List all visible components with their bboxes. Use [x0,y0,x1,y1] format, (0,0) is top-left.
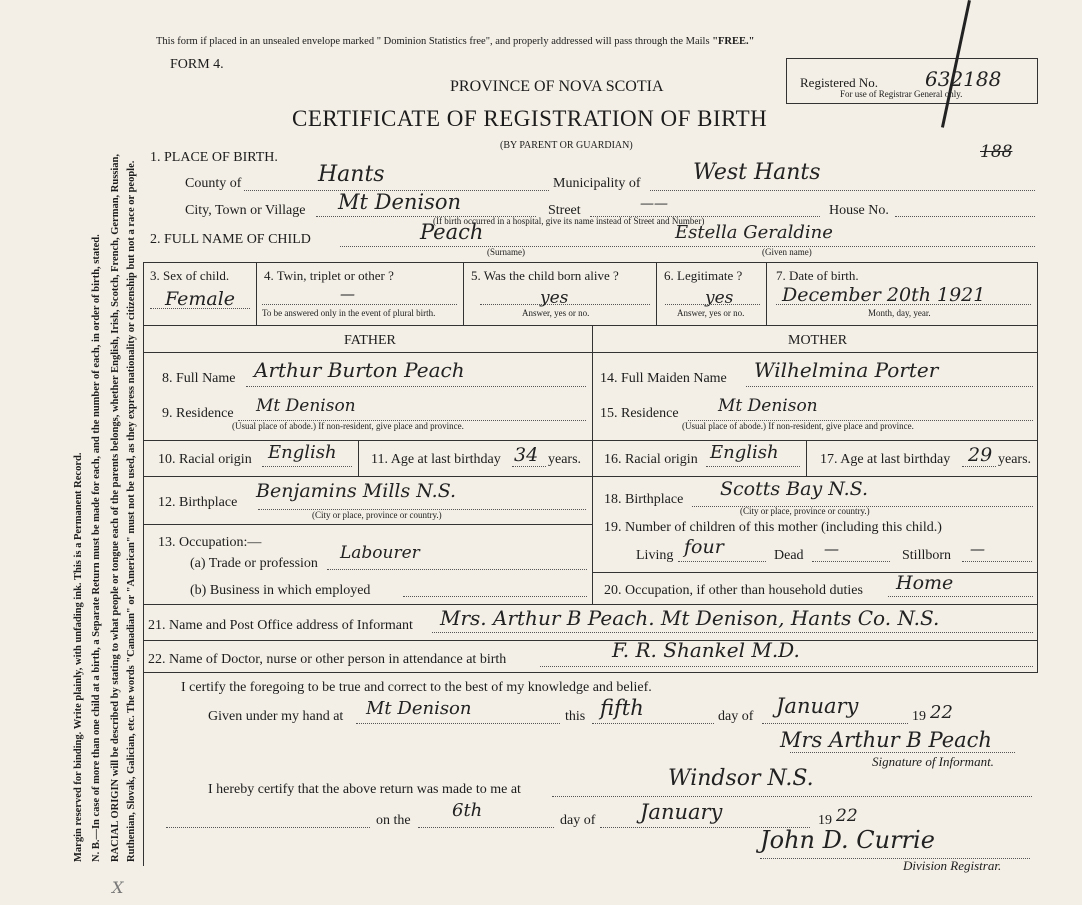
registrar-month-value: January [640,800,723,824]
mother-residence-note: (Usual place of abode.) If non-resident, give place and province. [682,421,914,431]
registered-label: Registered No. [800,75,878,90]
child-name-line [340,246,1035,247]
registrar-note: For use of Registrar General only. [840,89,963,99]
legit-line [665,304,760,305]
mother-age-label: 17. Age at last birthday [820,452,951,467]
house-line [895,216,1035,217]
mother-birthplace-note: (City or place, province or country.) [740,506,870,516]
mother-race-label: 16. Racial origin [604,452,698,467]
row3-div-4 [766,262,767,325]
twin-label: 4. Twin, triplet or other ? [264,268,394,283]
mother-years: years. [998,452,1032,467]
registrar-caption: Division Registrar. [903,858,1002,873]
mother-occ-rule [592,572,1038,573]
margin-note-2: N. B.—In case of more than one child at a birth, a Separate Return must be made for each, and the number of each, in order of birth, stated. [91,234,102,862]
occupation-rule [143,524,592,525]
signature-line [790,752,1015,753]
registrar-place-line [552,796,1032,797]
sex-label: 3. Sex of child. [150,268,230,283]
twin-line [262,304,457,305]
child-surname: Peach [420,220,484,244]
heading-rule [143,352,1038,353]
father-age-label: 11. Age at last birthday [371,452,501,467]
mother-race-line [706,466,800,467]
place-section: 1. PLACE OF BIRTH. [150,150,278,165]
row3-bottom-rule [143,325,1038,326]
father-residence-note: (Usual place of abode.) If non-resident, give place and province. [232,421,464,431]
date-line [776,304,1031,305]
dead-value: — [824,540,839,558]
mother-occ-line [888,596,1033,597]
margin-note-4: Ruthenian, Slovak, Galician, etc. The words "Canadian" or "American" must not be used, as they express nationality or citizenship but not a race or people. [126,160,137,862]
father-race-line [262,466,352,467]
row3-div-2 [463,262,464,325]
street-value: —— [640,196,668,212]
mother-name-line [746,386,1033,387]
certificate-subtitle: (BY PARENT OR GUARDIAN) [500,140,633,151]
registered-number: 632188 [925,67,1002,91]
registrar-year-prefix: 19 [818,813,832,828]
hospital-note: (If birth occurred in a hospital, give its name instead of Street and Number) [433,216,705,226]
house-label: House No. [829,203,889,218]
living-value: four [684,536,724,558]
legit-note: Answer, yes or no. [677,308,745,318]
mother-name-value: Wilhelmina Porter [754,358,939,382]
business-line [403,596,587,597]
surname-caption: (Surname) [487,247,525,257]
legit-label: 6. Legitimate ? [664,268,743,283]
this-day-value: fifth [600,696,644,720]
mother-occ-value: Home [896,572,954,594]
street-label: Street [548,203,581,218]
father-years: years. [548,452,582,467]
registrar-day-value: 6th [452,800,483,821]
mother-occ-label: 20. Occupation, if other than household duties [604,583,863,598]
alive-label: 5. Was the child born alive ? [471,268,619,283]
certify-rule [143,672,1038,673]
mother-name-label: 14. Full Maiden Name [600,371,727,386]
signature-caption: Signature of Informant. [872,754,994,769]
father-race-value: English [268,442,337,463]
father-race-top [143,440,592,441]
dead-label: Dead [774,548,804,563]
mother-race-value: English [710,442,779,463]
informant-signature: Mrs Arthur B Peach [780,728,992,752]
margin-note-3: RACIAL ORIGIN will be described by stating to what people or tongue each of the parents belongs, whether English, Irish, Scotch, French, German, Russian, [110,153,121,862]
father-heading: FATHER [344,333,396,348]
children-label: 19. Number of children of this mother (including this child.) [604,520,942,535]
living-line [678,561,766,562]
legit-value: yes [705,288,734,308]
twin-value: — [340,285,355,303]
given-label: Given under my hand at [208,709,344,724]
registrar-day-line [418,827,554,828]
year-value: 22 [930,702,953,723]
stillborn-label: Stillborn [902,548,952,563]
trade-label: (a) Trade or profession [190,556,318,571]
alive-value: yes [540,288,569,308]
doctor-rule [143,640,1038,641]
registrar-day-of-label: day of [560,813,596,828]
child-given-name: Estella Geraldine [675,222,833,243]
informant-value: Mrs. Arthur B Peach. Mt Denison, Hants Co. N.S. [440,606,940,630]
father-age-line [512,466,546,467]
father-birthplace-value: Benjamins Mills N.S. [256,480,457,502]
father-residence-value: Mt Denison [256,396,356,416]
given-place-line [356,723,560,724]
date-note: Month, day, year. [868,308,931,318]
sex-value: Female [165,288,236,310]
parent-divider [592,325,593,605]
doctor-value: F. R. Shankel M.D. [612,638,800,662]
county-label: County of [185,176,242,191]
date-label: 7. Date of birth. [776,268,859,283]
father-race-label: 10. Racial origin [158,452,252,467]
mother-birthplace-value: Scotts Bay N.S. [720,478,869,500]
municipality-label: Municipality of [553,176,641,191]
father-name-line [246,386,586,387]
father-birthplace-label: 12. Birthplace [158,495,238,510]
row3-div-3 [656,262,657,325]
given-place-value: Mt Denison [366,698,472,719]
municipality-line [650,190,1035,191]
row3-div-1 [256,262,257,325]
mother-residence-value: Mt Denison [718,396,818,416]
alive-line [480,304,650,305]
stillborn-line [962,561,1032,562]
province-heading: PROVINCE OF NOVA SCOTIA [450,78,664,95]
date-value: December 20th 1921 [782,284,986,306]
struck-number: 188 [980,142,1013,162]
day-of-label: day of [718,709,754,724]
occupation-label: 13. Occupation:— [158,535,262,550]
mother-heading: MOTHER [788,333,848,348]
corner-mark: X [112,878,124,897]
mother-birthplace-label: 18. Birthplace [604,492,684,507]
registrar-year-value: 22 [836,806,858,826]
right-border [1037,262,1038,672]
registrar-signature: John D. Currie [760,826,935,854]
mother-race-div [806,440,807,476]
row3-top-rule [143,262,1038,263]
twin-note: To be answered only in the event of plural birth. [262,308,436,318]
living-label: Living [636,548,674,563]
municipality-value: West Hants [693,160,821,185]
alive-note: Answer, yes or no. [522,308,590,318]
month-line [762,723,908,724]
stillborn-value: — [970,540,985,558]
certificate-title: CERTIFICATE OF REGISTRATION OF BIRTH [292,106,768,131]
registrar-lead-line [166,827,370,828]
father-residence-label: 9. Residence [162,406,234,421]
business-label: (b) Business in which employed [190,583,371,598]
father-age-value: 34 [514,444,539,466]
father-birthplace-note: (City or place, province or country.) [312,510,442,520]
given-caption: (Given name) [762,247,812,257]
father-race-div [358,440,359,476]
informant-line [432,632,1033,633]
registrar-place-value: Windsor N.S. [668,766,814,791]
father-name-value: Arthur Burton Peach [254,358,465,382]
city-value: Mt Denison [338,190,462,214]
month-value: January [776,694,859,718]
mail-notice: This form if placed in an unsealed envelope marked " Dominion Statistics free", and properly addressed will pass through the Mails "FREE." [156,36,755,47]
county-value: Hants [318,162,385,187]
mother-residence-label: 15. Residence [600,406,679,421]
informant-rule [143,604,1038,605]
margin-note-1: Margin reserved for binding. Write plainly, with unfading ink. This is a Permanent Record. [73,452,84,862]
mother-race-top [592,440,1038,441]
doctor-line [540,666,1033,667]
form-number: FORM 4. [170,57,224,72]
year-prefix: 19 [912,709,926,724]
doctor-label: 22. Name of Doctor, nurse or other person in attendance at birth [148,652,507,667]
on-the-label: on the [376,813,411,828]
sex-line [150,308,250,309]
this-label: this [565,709,586,724]
mother-age-value: 29 [968,444,993,466]
trade-line [327,569,587,570]
child-name-label: 2. FULL NAME OF CHILD [150,232,311,247]
certify-statement: I certify the foregoing to be true and correct to the best of my knowledge and belief. [181,680,652,695]
city-label: City, Town or Village [185,203,306,218]
father-race-bottom [143,476,592,477]
trade-value: Labourer [340,543,420,563]
dead-line [812,561,890,562]
registrar-statement: I hereby certify that the above return was made to me at [208,782,521,797]
father-name-label: 8. Full Name [162,371,236,386]
this-day-line [592,723,714,724]
informant-label: 21. Name and Post Office address of Informant [148,618,413,633]
mother-race-bottom [592,476,1038,477]
mother-age-line [962,466,996,467]
